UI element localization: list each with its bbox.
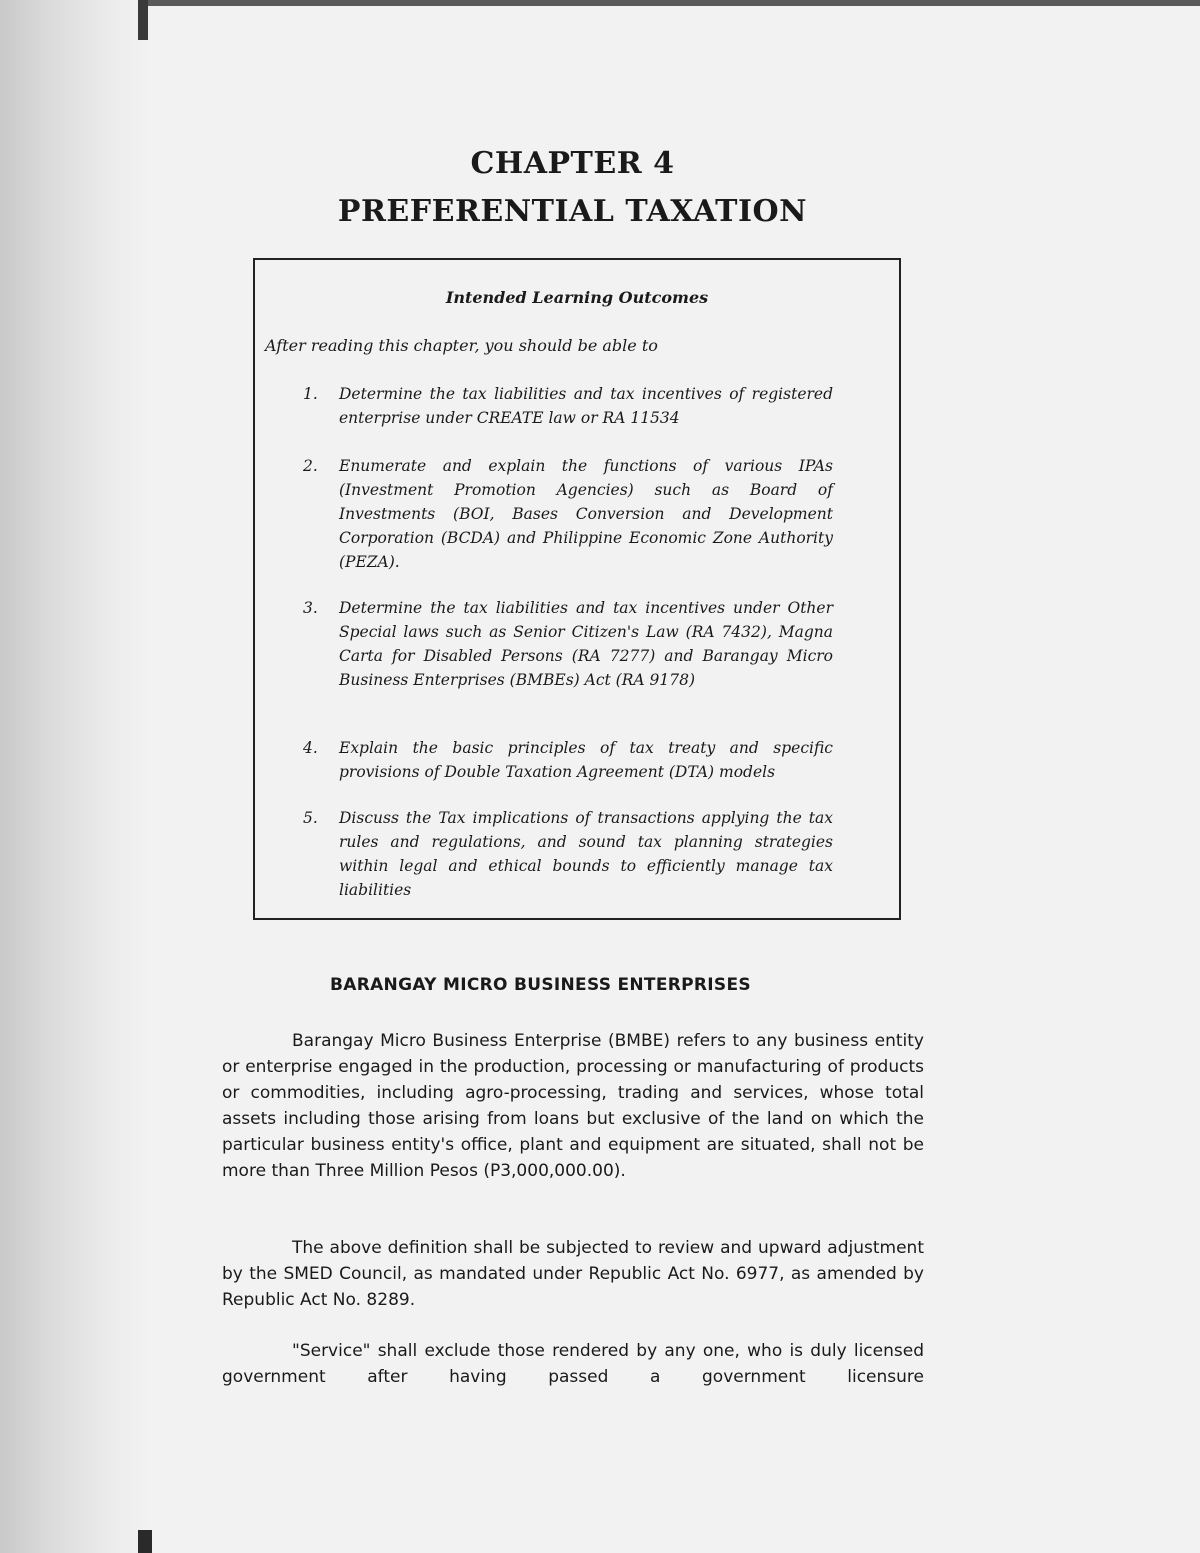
outcome-text: Enumerate and explain the functions of various IPAs (Investment Promotion Agencies) such as Board of Investments (BOI, Bases Conversion and Development Corporation (BCDA) and Philippine Economic Zone Authority (PEZA). <box>339 457 833 571</box>
paragraph-review-adjustment: The above definition shall be subjected to review and upward adjustment by the SMED Council, as mandated under Republic Act No. 6977, as amended by Republic Act No. 8289. <box>222 1238 924 1310</box>
page-top-edge <box>140 0 1200 6</box>
spine-mark-top <box>138 0 148 40</box>
outcome-item-4 <box>303 736 833 784</box>
outcome-text: Determine the tax liabilities and tax incentives of registered enterprise under CREATE law or RA 11534 <box>339 385 833 427</box>
outcome-number: 2. <box>303 457 318 475</box>
outcome-item-5 <box>303 806 833 902</box>
outcome-text: Discuss the Tax implications of transactions applying the tax rules and regulations, and sound tax planning strategies within legal and ethical bounds to efficiently manage tax liabilities <box>339 809 833 899</box>
learning-outcomes-box <box>253 258 901 920</box>
chapter-number: CHAPTER 4 <box>470 146 675 181</box>
outcome-text: Determine the tax liabilities and tax incentives under Other Special laws such as Senior Citizen's Law (RA 7432), Magna Carta for Disabled Persons (RA 7277) and Barangay Micro Business Enterprises (BMBEs) Act (RA 9178) <box>339 599 833 689</box>
paragraph-bmbe-definition: Barangay Micro Business Enterprise (BMBE) refers to any business entity or enterprise engaged in the production, processing or manufacturing of products or commodities, including agro-processing, trading and services, whose total assets including those arising from loans but exclusive of the land on which the particular business entity's office, plant and equipment are situated, shall not be more than Three Million Pesos (P3,000,000.00). <box>222 1031 924 1181</box>
outcome-number: 1. <box>303 385 318 403</box>
section-heading: BARANGAY MICRO BUSINESS ENTERPRISES <box>330 975 751 995</box>
outcomes-intro: After reading this chapter, you should be able to <box>265 336 658 355</box>
paragraph-service-exclusion: "Service" shall exclude those rendered by any one, who is duly licensed government after having passed a government licensure <box>222 1341 924 1387</box>
chapter-title <box>0 140 1145 236</box>
outcome-number: 4. <box>303 739 318 757</box>
outcome-item-3 <box>303 596 833 692</box>
outcomes-heading: Intended Learning Outcomes <box>445 288 709 307</box>
chapter-name: PREFERENTIAL TAXATION <box>337 194 808 229</box>
outcome-item-1 <box>303 382 833 430</box>
outcome-text: Explain the basic principles of tax treaty and specific provisions of Double Taxation Agreement (DTA) models <box>339 739 833 781</box>
spine-mark-bottom <box>138 1530 152 1553</box>
outcome-number: 3. <box>303 599 318 617</box>
outcome-item-2 <box>303 454 833 574</box>
outcome-number: 5. <box>303 809 318 827</box>
